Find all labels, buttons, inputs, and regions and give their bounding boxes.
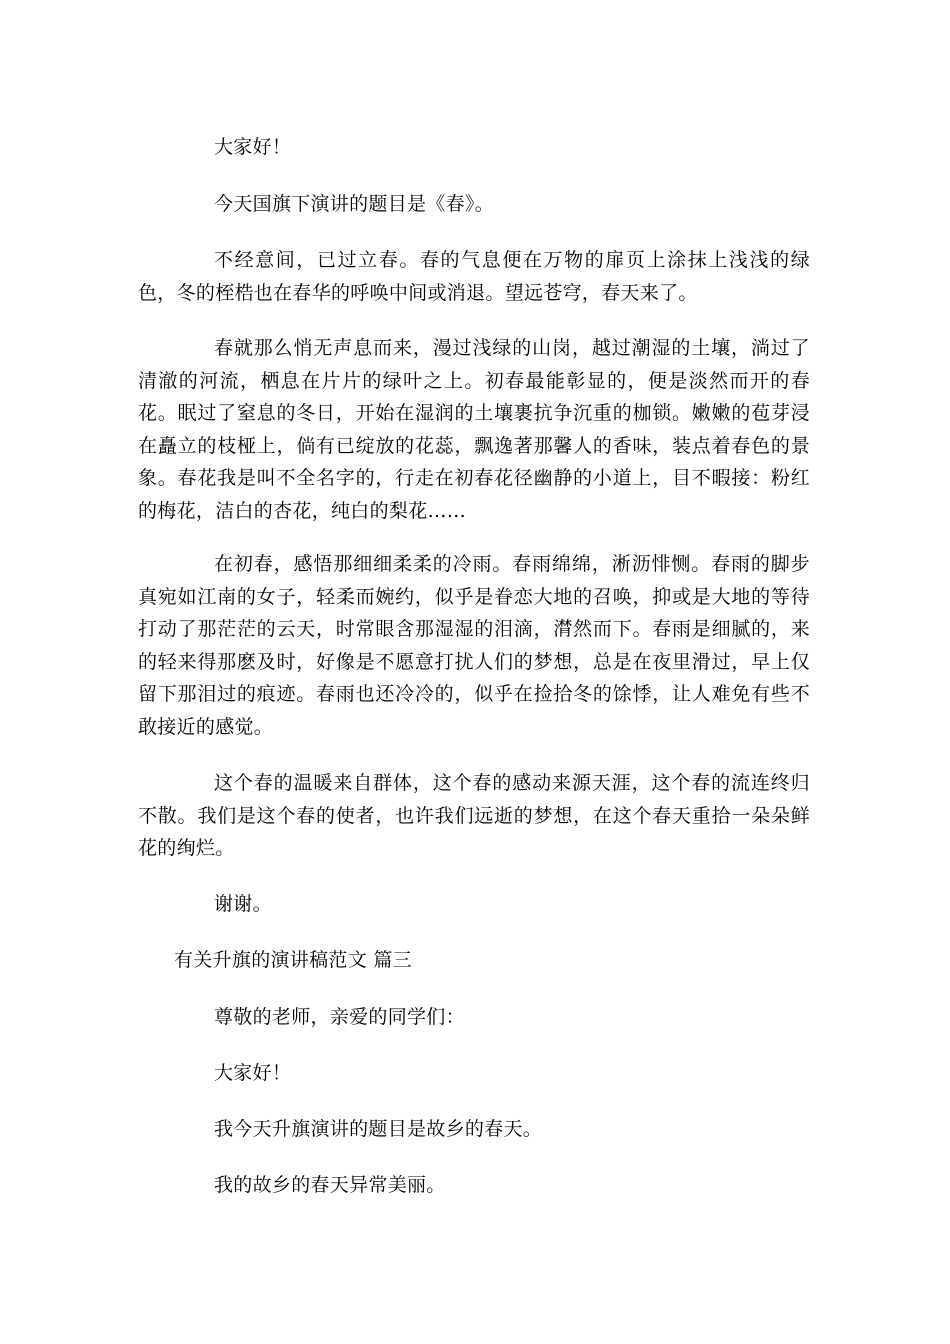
body-paragraph-4: 这个春的温暖来自群体，这个春的感动来源天涯，这个春的流连终归不散。我们是这个春的使者，也许我们远逝的梦想，在这个春天重拾一朵朵鲜花的绚烂。 [138, 772, 810, 859]
body-paragraph-2: 春就那么悄无声息而来，漫过浅绿的山岗，越过潮湿的土壤，淌过了清澈的河流，栖息在片片的绿叶之上。初春最能彰显的，便是淡然而开的春花。眠过了窒息的冬日，开始在湿润的土壤裹抗争沉重的枷锁。嫩嫩的苞芽浸在矗立的枝桠上，倘有已绽放的花蕊，飘逸著那馨人的香味，装点着春色的景象。春花我是叫不全名字的，行走在初春花径幽静的小道上，目不暇接：粉红的梅花，洁白的杏花，纯白的梨花…… [138, 337, 810, 522]
thanks-paragraph: 谢谢。 [214, 893, 272, 915]
greeting-paragraph: 大家好！ [214, 136, 292, 158]
body-paragraph-1: 不经意间，已过立春。春的气息便在万物的扉页上涂抹上浅浅的绿色，冬的桎梏也在春华的呼唤中间或消退。望远苍穹，春天来了。 [138, 249, 810, 304]
speech-title-paragraph-2: 我今天升旗演讲的题目是故乡的春天。 [214, 1118, 543, 1140]
speech-title-paragraph: 今天国旗下演讲的题目是《春》。 [214, 193, 495, 215]
body-paragraph-3: 在初春，感悟那细细柔柔的冷雨。春雨绵绵，淅沥悱恻。春雨的脚步真宛如江南的女子，轻柔而婉约，似乎是眷恋大地的召唤，抑或是大地的等待打动了那茫茫的云天，时常眼含那湿湿的泪滴，潸然而下。春雨是细腻的，来的轻来得那麽及时，好像是不愿意打扰人们的梦想，总是在夜里滑过，早上仅留下那泪过的痕迹。春雨也还冷冷的，似乎在捡拾冬的馀悸，让人难免有些不敢接近的感觉。 [138, 553, 810, 738]
body-paragraph-5: 我的故乡的春天异常美丽。 [214, 1174, 446, 1196]
greeting-paragraph-2: 大家好！ [214, 1062, 292, 1084]
salutation-paragraph: 尊敬的老师，亲爱的同学们： [214, 1006, 465, 1028]
section-heading: 有关升旗的演讲稿范文 篇三 [174, 949, 412, 971]
